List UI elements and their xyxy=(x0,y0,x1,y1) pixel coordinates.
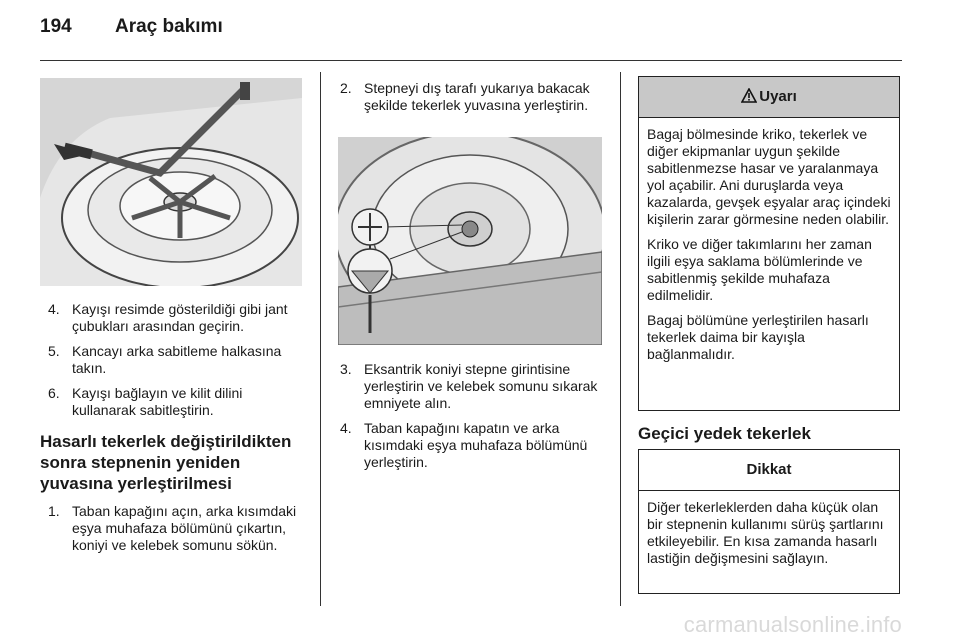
header-rule xyxy=(40,60,902,61)
watermark: carmanualsonline.info xyxy=(683,612,902,637)
spare-wheel-cone-drawing xyxy=(338,137,602,345)
column-divider-2 xyxy=(620,72,621,606)
col1-steps-1 xyxy=(48,503,298,562)
section-heading-reinstall-spare: Hasarlı tekerlek değiştirildikten sonra stepnenin yeniden yuvasına yerleştirilmesi xyxy=(40,432,292,493)
col1-steps-4-6 xyxy=(48,301,306,427)
list-item: 6. Kayışı bağlayın ve kilit dilini kullanarak sabitleştirin. xyxy=(48,385,243,418)
caution-title: Dikkat xyxy=(639,450,899,491)
caution-body xyxy=(639,491,899,573)
list-item: 4. Taban kapağını kapatın ve arka kısımdaki eşya muhafaza bölümünü yerleştirin. xyxy=(340,420,588,470)
caution-box xyxy=(638,449,900,594)
warning-paragraph: Bagaj bölmesinde kriko, tekerlek ve diğer ekipmanlar uygun şekilde sabitlenmezse hasar ve yaralanmaya yol açabilir. Ani duruşlarda veya kazalarda, gevşek eşyalar araç içindeki kişilerin zarar görmesine neden olabilir. xyxy=(647,126,891,227)
warning-box-header xyxy=(639,77,899,118)
col2-steps-2 xyxy=(340,80,602,122)
caution-paragraph: Diğer tekerleklerden daha küçük olan bir stepnenin kullanımı sürüş şartlarını etkileyebilir. En kısa zamanda hasarlı lastiğin değişmesini sağlayın. xyxy=(647,499,884,566)
list-item: 2. Stepneyi dış tarafı yukarıya bakacak şekilde tekerlek yuvasına yerleştirin. xyxy=(340,80,590,113)
warning-title: Uyarı xyxy=(759,88,797,105)
warning-body xyxy=(639,118,899,369)
warning-paragraph: Bagaj bölümüne yerleştirilen hasarlı tekerlek daima bir kayışla bağlanmalıdır. xyxy=(647,312,869,362)
list-item: 1. Taban kapağını açın, arka kısımdaki eşya muhafaza bölümünü çıkartın, koniyi ve kelebek somunu sökün. xyxy=(48,503,297,553)
list-item: 3. Eksantrik koniyi stepne girintisine yerleştirin ve kelebek somunu sıkarak emniyete alın. xyxy=(340,361,598,411)
section-heading-temporary-spare: Geçici yedek tekerlek xyxy=(638,424,811,443)
list-item: 4. Kayışı resimde gösterildiği gibi jant çubukları arasından geçirin. xyxy=(48,301,288,334)
list-item: 5. Kancayı arka sabitleme halkasına takın. xyxy=(48,343,282,376)
warning-triangle-icon xyxy=(741,88,757,103)
illustration-spare-wheel-cone xyxy=(338,137,602,345)
page-title: Araç bakımı xyxy=(115,16,223,37)
column-divider-1 xyxy=(320,72,321,606)
illustration-spare-wheel-strap xyxy=(40,78,302,286)
spare-wheel-strap-drawing xyxy=(40,78,302,286)
col2-steps-3-4 xyxy=(340,361,602,479)
warning-paragraph: Kriko ve diğer takımlarını her zaman ilgili eşya saklama bölümlerinde ve sabitlenmiş şekilde muhafaza edilmelidir. xyxy=(647,236,872,303)
warning-box xyxy=(638,76,900,411)
page-number: 194 xyxy=(40,16,72,37)
